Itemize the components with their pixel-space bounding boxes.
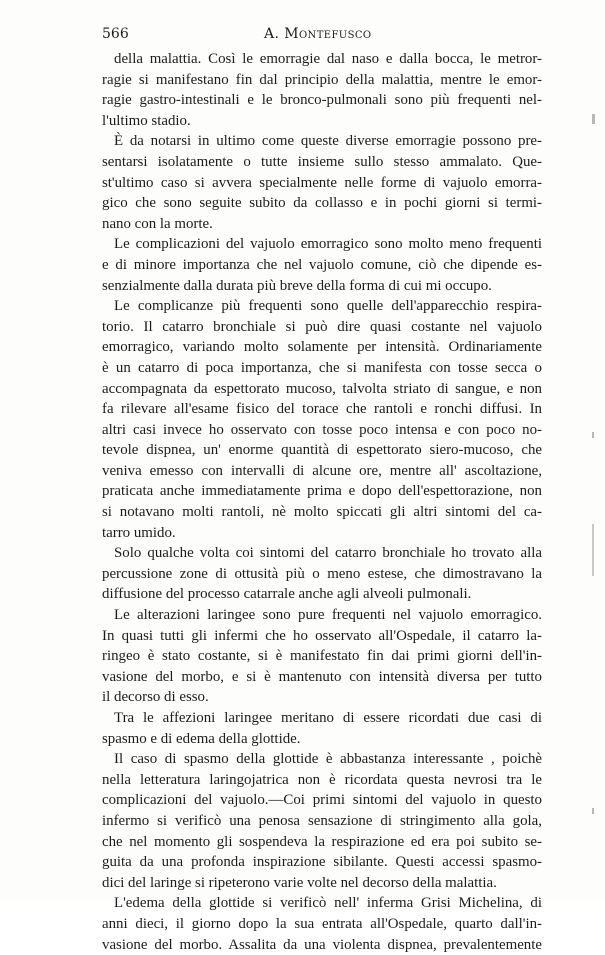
paragraph <box>102 131 542 234</box>
text-line: della malattia. Così le emorragie dal naso e dalla bocca, le metror- <box>114 51 542 67</box>
paragraph <box>102 49 542 131</box>
text-line: infermo si verificò una penosa sensazione di stringimento alla gola, <box>102 812 542 829</box>
page-header <box>102 24 542 46</box>
text-line: complicazioni del vajuolo.—Coi primi sintomi del vajuolo in questo <box>102 792 542 809</box>
text-line: gico che sono seguite subito da collasso e in pochi giorni si termi- <box>102 195 542 212</box>
text-line: l'ultimo stadio. <box>102 112 191 129</box>
text-line: nano con la morte. <box>102 215 213 232</box>
paragraph <box>102 749 542 893</box>
margin-mark <box>592 432 594 438</box>
text-line: L'edema della glottide si verificò nell' inferma Grisi Michelina, di <box>114 895 542 912</box>
page-number: 566 <box>102 26 129 42</box>
text-line: diffusione del processo catarrale anche agli alveoli pulmonali. <box>102 586 472 603</box>
text-line: È da notarsi in ultimo come queste diverse emorragie possono pre- <box>114 133 542 150</box>
text-line: emorragico, variando molto solamente per intensità. Ordinariamente <box>102 339 542 356</box>
text-line: nella letteratura laringojatrica non è ricordata questa nevrosi tra le <box>102 771 542 788</box>
paragraph <box>102 234 542 296</box>
text-line: percussione zone di ottusità più o meno estese, che dimostravano la <box>102 565 542 582</box>
paragraph <box>102 605 542 708</box>
text-line: Il caso di spasmo della glottide è abbastanza interessante , poichè <box>114 751 542 768</box>
text-line: e di minore importanza che nel vajuolo comune, ciò che dipende es- <box>102 256 542 273</box>
text-line: Le complicazioni del vajuolo emorragico sono molto meno frequenti <box>114 236 542 253</box>
text-line: vasione del morbo. Assalita da una violenta dispnea, prevalentemente <box>102 936 542 953</box>
text-line: che nel momento gli sospendeva la respirazione ed era poi subito se- <box>102 833 542 850</box>
text-line: dici del laringe si ripeterono varie volte nel decorso della malattia. <box>102 874 497 891</box>
text-line: ragie gastro-intestinali e le bronco-pulmonali sono più frequenti nel- <box>102 92 542 109</box>
text-line: torio. Il catarro bronchiale si può dire quasi costante nel vajuolo <box>102 318 542 335</box>
text-line: si notavano molti rantoli, nè molto spiccati gli altri sintomi del ca- <box>102 504 542 521</box>
text-line: è un catarro di poca importanza, che si manifesta con tosse secca o <box>102 359 542 376</box>
margin-mark <box>592 808 594 814</box>
text-line: Le complicanze più frequenti sono quelle dell'apparecchio respira- <box>114 298 542 315</box>
margin-mark <box>592 524 594 576</box>
text-line: tarro umido. <box>102 524 176 541</box>
text-line: spasmo e di edema della glottide. <box>102 730 301 747</box>
text-line: il decorso di esso. <box>102 689 209 706</box>
body-text <box>102 49 542 955</box>
text-line: Tra le affezioni laringee meritano di essere ricordati due casi di <box>114 710 542 726</box>
text-line: anni dieci, il giorno dopo la sua entrata all'Ospedale, quarto dall'in- <box>102 915 542 932</box>
text-line: In quasi tutti gli infermi che ho osservato all'Ospedale, il catarro la- <box>102 627 542 644</box>
text-line: accompagnata da espettorato mucoso, talvolta striato di sangue, e non <box>102 380 542 397</box>
text-line: Solo qualche volta coi sintomi del catarro bronchiale ho trovato alla <box>114 545 542 562</box>
text-line: senzialmente dalla durata più breve della forma di cui mi occupo. <box>102 277 492 294</box>
margin-mark <box>592 114 595 124</box>
text-line: ringeo è stato costante, si è manifestato fin dai primi giorni dell'in- <box>102 648 542 665</box>
text-line: veniva emesso con intervalli di alcune ore, mentre all' ascoltazione, <box>102 462 542 479</box>
text-line: praticata anche immediatamente prima e dopo dell'espettorazione, non <box>102 483 542 500</box>
text-line: st'ultimo caso si avvera specialmente nelle forme di vajuolo emorra- <box>102 174 542 191</box>
text-line: altri casi invece ho osservato con tosse poco intensa e con poco no- <box>102 421 542 438</box>
text-line: fa rilevare all'esame fisico del torace che rantoli e ronchi diffusi. In <box>102 401 542 418</box>
text-line: guita da una profonda inspirazione sibilante. Questi accessi spasmo- <box>102 854 542 871</box>
text-line: ragie si manifestano fin dal principio della malattia, mentre le emor- <box>102 71 542 88</box>
paragraph <box>102 893 542 955</box>
paragraph <box>102 296 542 543</box>
running-title: A. Montefusco <box>264 26 372 42</box>
paragraph <box>102 543 542 605</box>
text-line: sentarsi isolatamente o tutte insieme sullo stesso ammalato. Que- <box>102 153 542 170</box>
text-line: vasione del morbo, e si è mantenuto con intensità diversa per tutto <box>102 668 542 685</box>
text-line: tevole dispnea, un' enorme quantità di espettorato siero-mucoso, che <box>102 442 542 459</box>
paragraph <box>102 708 542 749</box>
text-line: Le alterazioni laringee sono pure frequenti nel vajuolo emorragico. <box>114 607 542 624</box>
